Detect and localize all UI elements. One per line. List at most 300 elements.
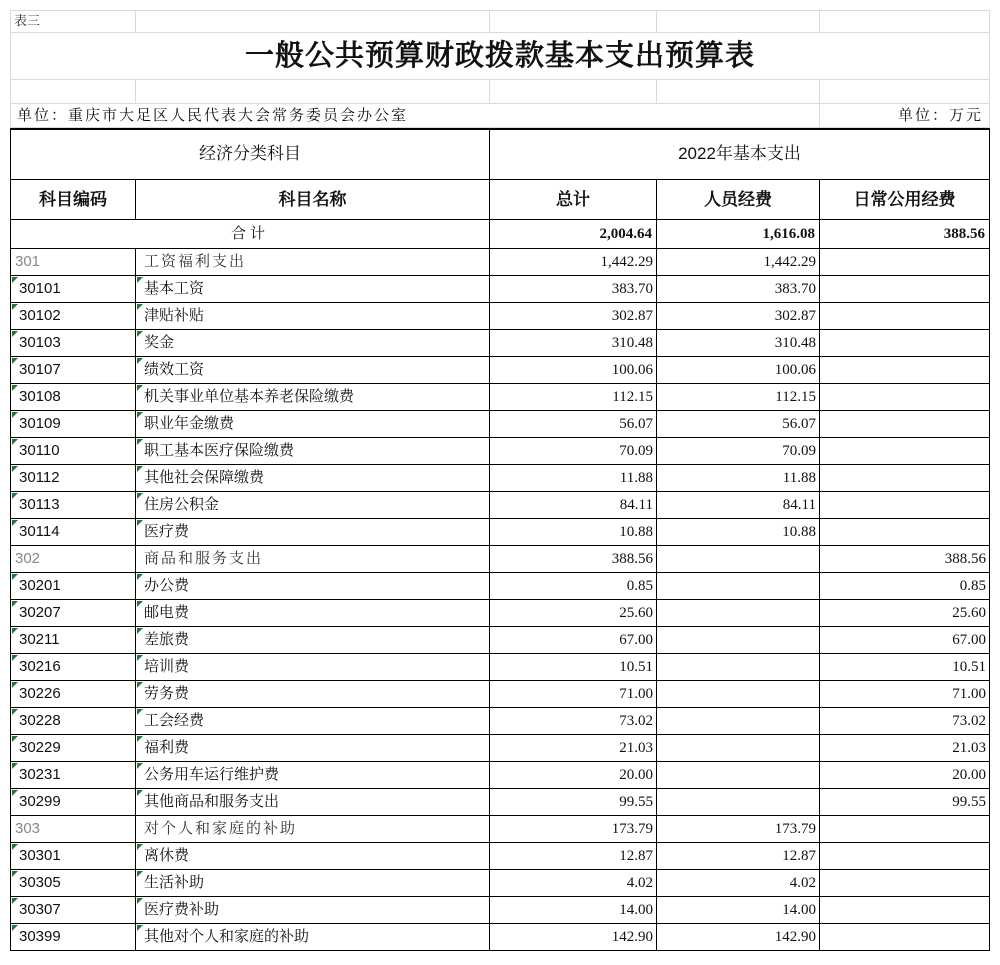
row-personnel	[657, 384, 820, 411]
row-public-text: 71.00	[952, 686, 986, 702]
row-total	[490, 384, 657, 411]
row-name-text: 津贴补贴	[144, 308, 205, 324]
table-row	[10, 654, 990, 681]
row-name-text: 住房公积金	[144, 497, 220, 513]
row-personnel	[657, 465, 820, 492]
row-personnel	[657, 735, 820, 762]
row-code	[10, 573, 136, 600]
table-row	[10, 303, 990, 330]
row-total-text: 142.90	[611, 929, 653, 945]
table-row	[10, 843, 990, 870]
row-personnel	[657, 330, 820, 357]
row-total-text: 70.09	[619, 443, 653, 459]
table-row	[10, 897, 990, 924]
row-code-text: 302	[15, 550, 41, 567]
row-name	[136, 384, 490, 411]
row-total	[490, 897, 657, 924]
table-row	[10, 789, 990, 816]
row-total-text: 302.87	[611, 308, 653, 324]
row-code-text: 30201	[19, 577, 61, 594]
empty-cell	[657, 10, 820, 33]
summary-label: 合计	[10, 220, 490, 249]
table-row	[10, 681, 990, 708]
empty-cell	[490, 10, 657, 33]
row-personnel	[657, 627, 820, 654]
row-total-text: 173.79	[611, 821, 653, 837]
cell-comment-marker-icon	[137, 763, 143, 769]
row-total	[490, 600, 657, 627]
row-code	[10, 843, 136, 870]
row-code	[10, 303, 136, 330]
row-personnel-text: 14.00	[782, 902, 816, 918]
row-personnel	[657, 924, 820, 951]
row-public-text: 25.60	[952, 605, 986, 621]
row-public	[820, 681, 990, 708]
row-personnel-text: 4.02	[789, 875, 816, 891]
category-row	[10, 249, 990, 276]
category-row	[10, 546, 990, 573]
row-public	[820, 465, 990, 492]
cell-comment-marker-icon	[137, 709, 143, 715]
row-personnel-text: 310.48	[774, 335, 816, 351]
cell-comment-marker-icon	[137, 385, 143, 391]
row-total	[490, 870, 657, 897]
unit-organization: 单位：重庆市大足区人民代表大会常务委员会办公室	[10, 104, 820, 128]
row-total-text: 71.00	[619, 686, 653, 702]
row-total-text: 73.02	[619, 713, 653, 729]
row-total	[490, 708, 657, 735]
row-name	[136, 276, 490, 303]
row-name	[136, 357, 490, 384]
row-code	[10, 600, 136, 627]
row-public	[820, 357, 990, 384]
cell-comment-marker-icon	[137, 736, 143, 742]
row-public-text: 0.85	[959, 578, 986, 594]
row-public	[820, 654, 990, 681]
row-total	[490, 303, 657, 330]
row-personnel-text: 383.70	[774, 281, 816, 297]
row-name-text: 公务用车运行维护费	[144, 767, 280, 783]
row-name-text: 奖金	[144, 335, 175, 351]
row-code	[10, 357, 136, 384]
row-personnel-text: 12.87	[782, 848, 816, 864]
empty-cell	[657, 80, 820, 104]
cell-comment-marker-icon	[137, 790, 143, 796]
row-name-text: 工会经费	[144, 713, 205, 729]
row-name-text: 其他社会保障缴费	[144, 470, 265, 486]
row-total-text: 112.15	[612, 389, 653, 405]
row-name-text: 商品和服务支出	[144, 551, 264, 567]
row-personnel	[657, 303, 820, 330]
row-total	[490, 762, 657, 789]
table-row	[10, 870, 990, 897]
row-code	[10, 627, 136, 654]
summary-total: 2,004.64	[490, 220, 657, 249]
row-code-text: 30301	[19, 847, 61, 864]
empty-cell	[820, 80, 990, 104]
row-name-text: 医疗费补助	[144, 902, 220, 918]
cell-comment-marker-icon	[12, 520, 18, 526]
row-total-text: 21.03	[619, 740, 653, 756]
row-name	[136, 519, 490, 546]
table-row	[10, 600, 990, 627]
row-personnel-text: 1,442.29	[763, 254, 816, 270]
row-name-text: 工资福利支出	[144, 254, 247, 270]
row-code-text: 30211	[19, 631, 60, 648]
row-public	[820, 816, 990, 843]
row-public	[820, 411, 990, 438]
cell-comment-marker-icon	[12, 493, 18, 499]
table-row	[10, 924, 990, 951]
empty-cell	[136, 10, 490, 33]
row-personnel-text: 11.88	[782, 470, 816, 486]
table-row	[10, 708, 990, 735]
row-code-text: 30226	[19, 685, 61, 702]
row-name	[136, 303, 490, 330]
row-name-text: 邮电费	[144, 605, 190, 621]
row-name-text: 离休费	[144, 848, 190, 864]
cell-comment-marker-icon	[12, 385, 18, 391]
cell-comment-marker-icon	[12, 655, 18, 661]
row-code	[10, 492, 136, 519]
row-personnel	[657, 897, 820, 924]
table-row	[10, 357, 990, 384]
row-code-text: 30112	[19, 469, 60, 486]
cell-comment-marker-icon	[12, 439, 18, 445]
row-personnel	[657, 573, 820, 600]
row-public	[820, 897, 990, 924]
row-public	[820, 492, 990, 519]
row-code-text: 30228	[19, 712, 61, 729]
row-code-text: 30216	[19, 658, 61, 675]
row-name-text: 办公费	[144, 578, 190, 594]
row-public	[820, 276, 990, 303]
row-total	[490, 654, 657, 681]
row-name-text: 职工基本医疗保险缴费	[144, 443, 295, 459]
row-public	[820, 843, 990, 870]
cell-comment-marker-icon	[137, 844, 143, 850]
table-row	[10, 411, 990, 438]
row-code-text: 30108	[19, 388, 61, 405]
row-total	[490, 276, 657, 303]
title-row	[10, 33, 990, 80]
row-code	[10, 384, 136, 411]
table-row	[10, 762, 990, 789]
row-code	[10, 438, 136, 465]
row-total-text: 67.00	[619, 632, 653, 648]
row-code	[10, 654, 136, 681]
sheet-tag-row	[10, 10, 990, 33]
row-public	[820, 546, 990, 573]
row-total-text: 20.00	[619, 767, 653, 783]
empty-cell	[490, 80, 657, 104]
row-name	[136, 762, 490, 789]
row-code	[10, 681, 136, 708]
budget-sheet	[10, 10, 990, 951]
row-total-text: 56.07	[619, 416, 653, 432]
cell-comment-marker-icon	[12, 844, 18, 850]
row-public	[820, 384, 990, 411]
row-name	[136, 411, 490, 438]
table-row	[10, 492, 990, 519]
row-name	[136, 249, 490, 276]
row-name-text: 其他对个人和家庭的补助	[144, 929, 310, 945]
row-personnel	[657, 708, 820, 735]
row-personnel	[657, 519, 820, 546]
row-name	[136, 438, 490, 465]
row-code	[10, 330, 136, 357]
row-code	[10, 465, 136, 492]
row-personnel	[657, 816, 820, 843]
row-name-text: 职业年金缴费	[144, 416, 235, 432]
row-total	[490, 789, 657, 816]
cell-comment-marker-icon	[137, 466, 143, 472]
group-header-basic-expenditure: 2022年基本支出	[490, 128, 990, 180]
cell-comment-marker-icon	[12, 358, 18, 364]
table-row	[10, 438, 990, 465]
row-personnel	[657, 249, 820, 276]
row-personnel	[657, 681, 820, 708]
unit-row	[10, 104, 990, 128]
cell-comment-marker-icon	[137, 439, 143, 445]
row-code	[10, 897, 136, 924]
row-total-text: 25.60	[619, 605, 653, 621]
row-personnel	[657, 546, 820, 573]
row-name-text: 差旅费	[144, 632, 190, 648]
row-total	[490, 492, 657, 519]
cell-comment-marker-icon	[12, 601, 18, 607]
row-code	[10, 762, 136, 789]
row-name	[136, 627, 490, 654]
row-name	[136, 870, 490, 897]
row-total-text: 100.06	[611, 362, 653, 378]
row-code-text: 30299	[19, 793, 61, 810]
row-total	[490, 627, 657, 654]
row-total	[490, 681, 657, 708]
cell-comment-marker-icon	[12, 628, 18, 634]
row-code-text: 30110	[19, 442, 60, 459]
column-header-name: 科目名称	[136, 180, 490, 220]
row-personnel	[657, 843, 820, 870]
cell-comment-marker-icon	[12, 709, 18, 715]
row-personnel	[657, 276, 820, 303]
row-total	[490, 546, 657, 573]
row-name	[136, 546, 490, 573]
row-personnel	[657, 789, 820, 816]
budget-table	[10, 128, 990, 951]
cell-comment-marker-icon	[12, 412, 18, 418]
row-personnel-text: 100.06	[774, 362, 816, 378]
row-name	[136, 465, 490, 492]
row-total	[490, 330, 657, 357]
row-public	[820, 708, 990, 735]
cell-comment-marker-icon	[12, 763, 18, 769]
row-public	[820, 735, 990, 762]
title-cell	[10, 33, 990, 80]
cell-comment-marker-icon	[137, 493, 143, 499]
row-code	[10, 924, 136, 951]
cell-comment-marker-icon	[137, 358, 143, 364]
unit-currency: 单位：万元	[820, 104, 990, 128]
row-public-text: 99.55	[952, 794, 986, 810]
cell-comment-marker-icon	[12, 304, 18, 310]
cell-comment-marker-icon	[137, 682, 143, 688]
row-public	[820, 924, 990, 951]
row-total	[490, 816, 657, 843]
row-name	[136, 573, 490, 600]
row-code-text: 30101	[19, 280, 61, 297]
row-code-text: 30107	[19, 361, 61, 378]
row-total-text: 388.56	[611, 551, 653, 567]
row-name	[136, 492, 490, 519]
row-total	[490, 924, 657, 951]
row-total-text: 12.87	[619, 848, 653, 864]
category-row	[10, 816, 990, 843]
row-code-text: 30229	[19, 739, 61, 756]
row-name-text: 医疗费	[144, 524, 190, 540]
row-code-text: 30102	[19, 307, 61, 324]
row-personnel-text: 70.09	[782, 443, 816, 459]
table-row	[10, 519, 990, 546]
row-public	[820, 627, 990, 654]
cell-comment-marker-icon	[12, 925, 18, 931]
table-row	[10, 735, 990, 762]
row-personnel-text: 56.07	[782, 416, 816, 432]
cell-comment-marker-icon	[137, 655, 143, 661]
row-public	[820, 600, 990, 627]
row-public-text: 73.02	[952, 713, 986, 729]
row-public-text: 388.56	[944, 551, 986, 567]
row-public	[820, 303, 990, 330]
row-code	[10, 546, 136, 573]
row-code	[10, 708, 136, 735]
cell-comment-marker-icon	[137, 520, 143, 526]
cell-comment-marker-icon	[12, 898, 18, 904]
row-personnel	[657, 870, 820, 897]
row-personnel	[657, 492, 820, 519]
row-total	[490, 411, 657, 438]
row-code	[10, 249, 136, 276]
row-personnel	[657, 357, 820, 384]
column-header-public: 日常公用经费	[820, 180, 990, 220]
row-total-text: 10.88	[619, 524, 653, 540]
empty-cell	[10, 80, 136, 104]
row-personnel	[657, 438, 820, 465]
row-code	[10, 519, 136, 546]
row-code	[10, 276, 136, 303]
group-header-row	[10, 128, 990, 180]
empty-cell	[136, 80, 490, 104]
row-personnel-text: 142.90	[774, 929, 816, 945]
row-public	[820, 438, 990, 465]
row-name-text: 福利费	[144, 740, 190, 756]
column-header-total: 总计	[490, 180, 657, 220]
cell-comment-marker-icon	[12, 682, 18, 688]
row-name	[136, 708, 490, 735]
row-total-text: 0.85	[626, 578, 653, 594]
cell-comment-marker-icon	[12, 871, 18, 877]
row-total	[490, 438, 657, 465]
row-code	[10, 816, 136, 843]
row-code-text: 303	[15, 820, 41, 837]
row-name	[136, 924, 490, 951]
cell-comment-marker-icon	[137, 412, 143, 418]
table-row	[10, 384, 990, 411]
row-code-text: 301	[15, 253, 41, 270]
empty-cell	[820, 10, 990, 33]
row-public	[820, 762, 990, 789]
row-name	[136, 843, 490, 870]
row-public	[820, 330, 990, 357]
row-name	[136, 816, 490, 843]
row-personnel-text: 10.88	[782, 524, 816, 540]
row-name-text: 劳务费	[144, 686, 190, 702]
row-public	[820, 789, 990, 816]
row-total-text: 310.48	[611, 335, 653, 351]
row-total	[490, 465, 657, 492]
page-title: 一般公共预算财政拨款基本支出预算表	[244, 40, 755, 72]
cell-comment-marker-icon	[137, 304, 143, 310]
cell-comment-marker-icon	[137, 925, 143, 931]
row-public-text: 67.00	[952, 632, 986, 648]
cell-comment-marker-icon	[12, 331, 18, 337]
row-name	[136, 600, 490, 627]
row-code-text: 30109	[19, 415, 61, 432]
sheet-header-area	[10, 10, 990, 128]
row-personnel	[657, 600, 820, 627]
spacer-row	[10, 80, 990, 104]
row-code-text: 30231	[19, 766, 61, 783]
cell-comment-marker-icon	[12, 574, 18, 580]
row-personnel-text: 112.15	[775, 389, 816, 405]
row-public	[820, 573, 990, 600]
row-total-text: 11.88	[619, 470, 653, 486]
row-personnel-text: 84.11	[782, 497, 816, 513]
row-total-text: 4.02	[626, 875, 653, 891]
row-personnel	[657, 654, 820, 681]
row-name-text: 其他商品和服务支出	[144, 794, 280, 810]
row-public-text: 10.51	[952, 659, 986, 675]
row-code	[10, 411, 136, 438]
row-total-text: 84.11	[619, 497, 653, 513]
row-name	[136, 654, 490, 681]
row-code	[10, 735, 136, 762]
cell-comment-marker-icon	[137, 898, 143, 904]
row-total-text: 383.70	[611, 281, 653, 297]
row-code	[10, 789, 136, 816]
row-public-text: 20.00	[952, 767, 986, 783]
row-code-text: 30113	[19, 496, 60, 513]
row-total	[490, 735, 657, 762]
row-personnel	[657, 411, 820, 438]
group-header-classification: 经济分类科目	[10, 128, 490, 180]
row-name	[136, 735, 490, 762]
table-row	[10, 627, 990, 654]
table-body	[10, 249, 990, 951]
row-public	[820, 519, 990, 546]
row-total	[490, 357, 657, 384]
row-code-text: 30305	[19, 874, 61, 891]
row-total	[490, 843, 657, 870]
cell-comment-marker-icon	[137, 628, 143, 634]
cell-comment-marker-icon	[12, 736, 18, 742]
row-name	[136, 897, 490, 924]
row-name	[136, 330, 490, 357]
cell-comment-marker-icon	[12, 466, 18, 472]
row-name	[136, 681, 490, 708]
summary-personnel: 1,616.08	[657, 220, 820, 249]
table-row	[10, 330, 990, 357]
